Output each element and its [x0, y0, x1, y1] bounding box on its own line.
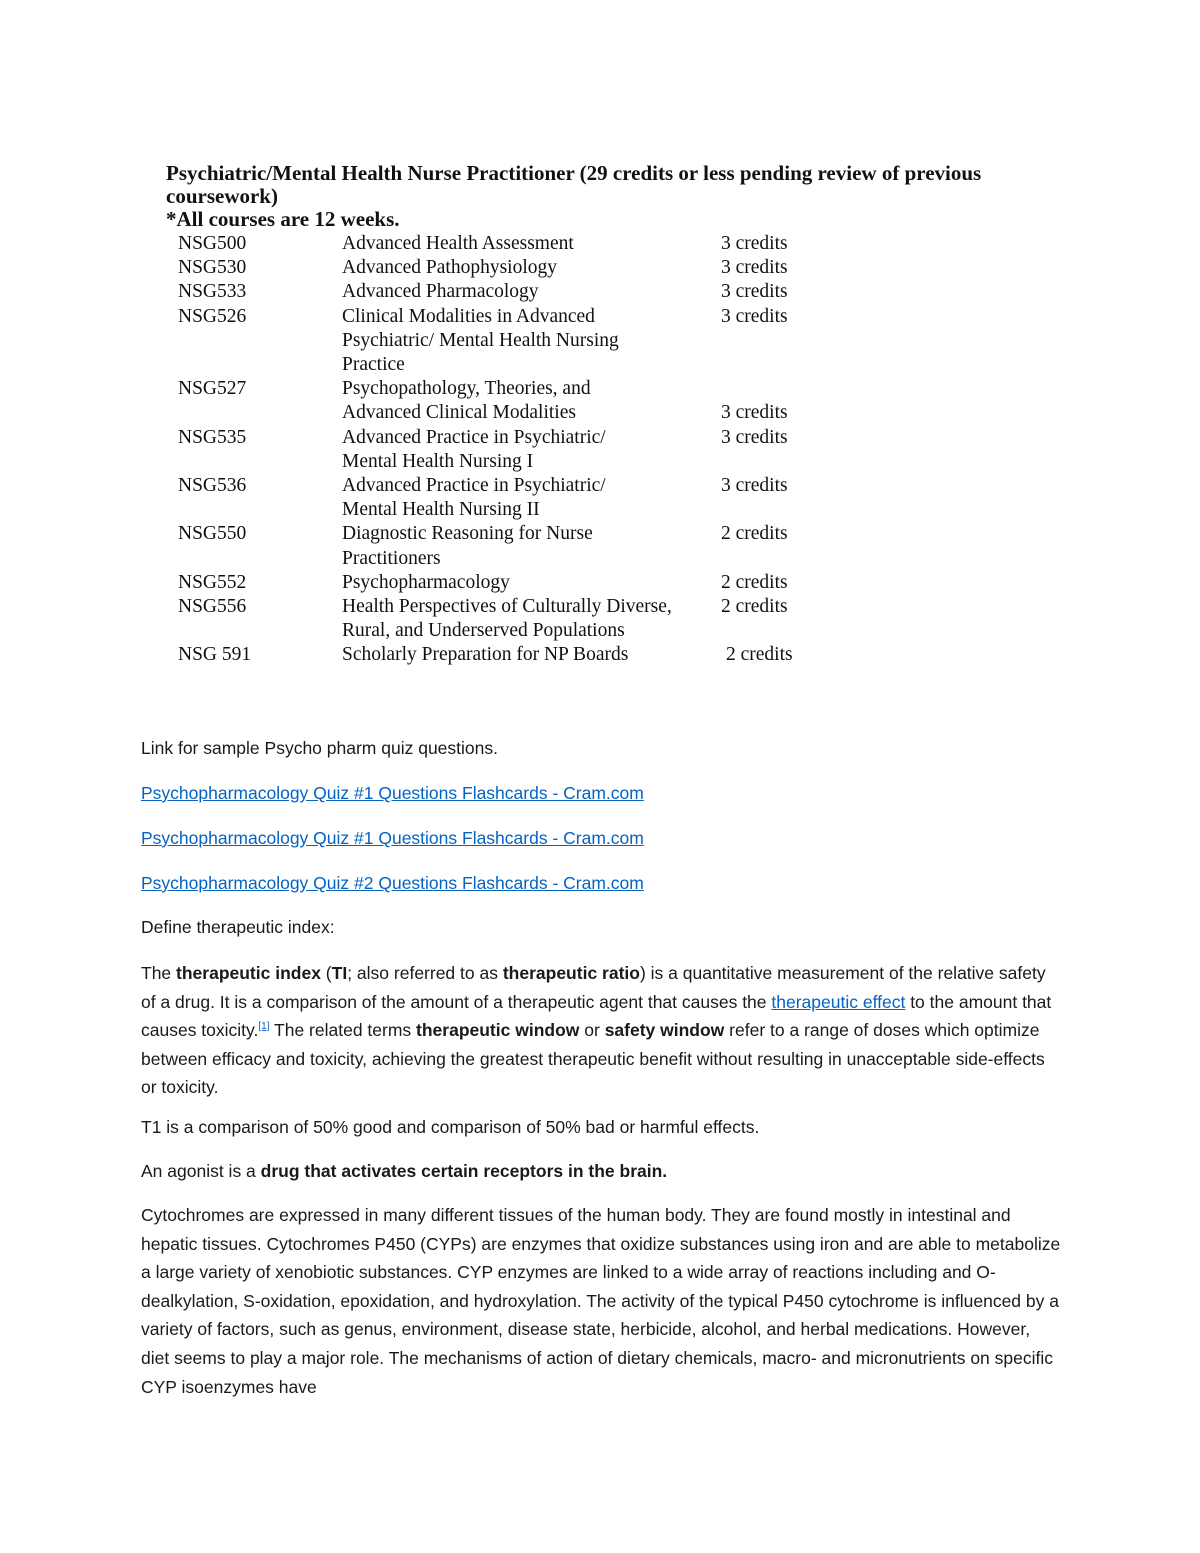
course-row	[166, 377, 1026, 425]
course-row	[166, 305, 1026, 378]
course-name: Advanced Pathophysiology	[342, 257, 558, 279]
course-credits: 3 credits	[721, 257, 788, 279]
text-run: The related terms	[269, 1020, 417, 1041]
course-name: Advanced Pharmacology	[342, 281, 539, 303]
text-run: to the amount that causes toxicity.	[141, 991, 1052, 1041]
program-title: Psychiatric/Mental Health Nurse Practitioner (29 credits or less pending review of previous coursework)	[166, 161, 982, 208]
course-code: NSG536	[178, 475, 247, 497]
course-code: NSG526	[178, 305, 247, 327]
quiz-link-3[interactable]: Psychopharmacology Quiz #2 Questions Flashcards - Cram.com	[141, 873, 644, 893]
course-credits: 3 credits	[721, 475, 788, 497]
course-code: NSG527	[178, 378, 247, 400]
define-heading: Define therapeutic index:	[141, 917, 335, 937]
text-run: The	[141, 963, 177, 983]
quiz-link-1[interactable]: Psychopharmacology Quiz #1 Questions Flashcards - Cram.com	[141, 783, 644, 803]
course-credits: 2 credits	[721, 596, 788, 618]
course-name: Health Perspectives of Culturally Diverse, Rural, and Underserved Populations	[342, 596, 672, 642]
quiz-intro: Link for sample Psycho pharm quiz questions.	[141, 738, 498, 758]
text-run: (	[320, 963, 332, 983]
course-name: Scholarly Preparation for NP Boards	[342, 644, 629, 666]
text-run: .	[662, 1160, 668, 1181]
course-name: Psychopharmacology	[342, 571, 510, 593]
bold-term: TI	[331, 963, 348, 983]
quiz-link-2[interactable]: Psychopharmacology Quiz #1 Questions Flashcards - Cram.com	[141, 828, 644, 848]
course-row	[166, 232, 1026, 256]
course-name: Advanced Practice in Psychiatric/ Mental Health Nursing I	[342, 426, 606, 472]
course-code: NSG552	[178, 571, 247, 593]
course-row	[166, 280, 1026, 304]
text-run: ; also referred to as	[347, 963, 503, 983]
bold-term: therapeutic ratio	[502, 963, 640, 983]
course-table	[166, 232, 1026, 668]
course-name: Psychopathology, Theories, and Advanced Clinical Modalities	[342, 378, 591, 424]
course-row	[166, 474, 1026, 522]
program-note: *All courses are 12 weeks.	[166, 207, 400, 231]
agonist-line	[141, 1161, 1061, 1182]
bold-term: safety window	[604, 1020, 725, 1041]
text-run: ) is a quantitative measurement of the relative safety of a drug. It is a comparison of the amount of a therapeutic agent that causes the	[141, 963, 1046, 1012]
reference-link[interactable]: [1]	[258, 1021, 270, 1033]
document-body	[141, 738, 1061, 1401]
course-code: NSG550	[178, 523, 247, 545]
course-code: NSG500	[178, 233, 247, 254]
bold-term: therapeutic window	[416, 1020, 580, 1041]
course-name: Advanced Practice in Psychiatric/ Mental Health Nursing II	[342, 475, 606, 521]
text-run: refer to a range of doses which optimize between efficacy and toxicity, achieving the greatest therapeutic benefit without resulting in unacceptable side-effects or toxicity.	[141, 1020, 1045, 1098]
bold-term: therapeutic index	[176, 963, 321, 983]
therapeutic-effect-link[interactable]: therapeutic effect	[771, 991, 906, 1012]
course-row	[166, 522, 1026, 570]
course-credits: 3 credits	[721, 426, 788, 448]
course-credits: 3 credits	[721, 402, 788, 424]
course-row	[166, 426, 1026, 474]
course-credits: 2 credits	[721, 523, 788, 545]
bold-term: drug that activates certain receptors in the brain	[260, 1160, 663, 1181]
course-name: Clinical Modalities in Advanced Psychiatric/ Mental Health Nursing Practice	[342, 305, 619, 376]
course-credits: 3 credits	[721, 233, 788, 254]
course-code: NSG556	[178, 596, 247, 618]
course-code: NSG530	[178, 257, 247, 279]
course-credits: 3 credits	[721, 281, 788, 303]
course-credits: 2 credits	[726, 644, 793, 666]
program-course-list	[166, 162, 1026, 668]
therapeutic-index-paragraph	[141, 959, 1061, 1102]
course-code: NSG 591	[178, 644, 252, 666]
course-row	[166, 595, 1026, 643]
course-credits: 3 credits	[721, 305, 788, 327]
course-row	[166, 643, 1026, 667]
cytochrome-paragraph: Cytochromes are expressed in many different tissues of the human body. They are found mostly in intestinal and hepatic tissues. Cytochromes P450 (CYPs) are enzymes that oxidize substances using iron and are able to metabolize a large variety of xenobiotic substances. CYP enzymes are linked to a wide array of reactions including and O-dealkylation, S-oxidation, epoxidation, and hydroxylation. The activity of the typical P450 cytochrome is influenced by a variety of factors, such as genus, environment, disease state, herbicide, alcohol, and herbal medications. However, diet seems to play a major role. The mechanisms of action of dietary chemicals, macro- and micronutrients on specific CYP isoenzymes have	[141, 1204, 1061, 1397]
course-row	[166, 571, 1026, 595]
text-run: An agonist is a	[141, 1160, 261, 1181]
course-row	[166, 256, 1026, 280]
course-name: Advanced Health Assessment	[342, 233, 574, 254]
course-name: Diagnostic Reasoning for Nurse Practitioners	[342, 523, 593, 569]
course-code: NSG535	[178, 426, 247, 448]
t1-comparison-line: T1 is a comparison of 50% good and comparison of 50% bad or harmful effects.	[141, 1116, 760, 1137]
course-credits: 2 credits	[721, 571, 788, 593]
text-run: or	[579, 1020, 605, 1041]
course-code: NSG533	[178, 281, 247, 303]
